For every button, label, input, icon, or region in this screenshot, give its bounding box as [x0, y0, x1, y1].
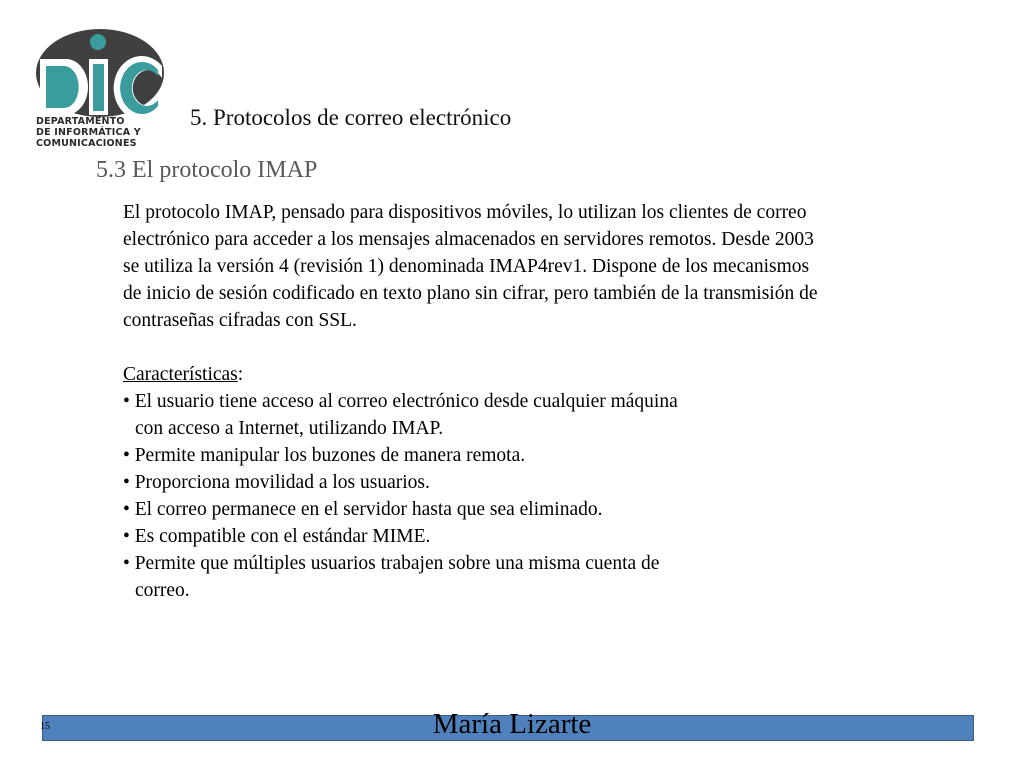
author-name: María Lizarte	[432, 708, 592, 740]
features-heading	[123, 361, 963, 388]
list-item	[123, 550, 963, 604]
intro-line: de inicio de sesión codificado en texto plano sin cifrar, pero también de la transmisión de	[123, 283, 818, 304]
logo-line-2: DE INFORMÁTICA Y	[36, 127, 141, 138]
subsection-title: 5.3 El protocolo IMAP	[96, 157, 318, 183]
bullet-icon: •	[123, 526, 130, 547]
bullet-icon: •	[123, 472, 130, 493]
bullet-icon: •	[123, 553, 130, 574]
list-item	[123, 496, 963, 523]
intro-paragraph	[123, 199, 953, 334]
list-item	[123, 469, 963, 496]
list-item	[123, 523, 963, 550]
features-heading-colon: :	[237, 364, 244, 385]
bullet-icon: •	[123, 391, 130, 412]
features-list	[123, 388, 963, 604]
bullet-icon: •	[123, 445, 130, 466]
intro-line: contraseñas cifradas con SSL.	[123, 310, 357, 331]
slide-body	[123, 199, 963, 604]
list-item-text: El usuario tiene acceso al correo electrónico desde cualquier máquina	[134, 391, 678, 412]
list-item-continuation: correo.	[135, 580, 190, 601]
features-heading-label: Características	[123, 364, 238, 385]
list-item-text: Es compatible con el estándar MIME.	[134, 526, 431, 547]
list-item-text: Proporciona movilidad a los usuarios.	[134, 472, 430, 493]
logo-line-3: COMUNICACIONES	[36, 138, 137, 149]
logo-caption	[36, 116, 176, 149]
page-number: 15	[40, 721, 50, 732]
section-title: 5. Protocolos de correo electrónico	[190, 105, 512, 130]
department-logo	[30, 26, 170, 156]
list-item	[123, 388, 963, 442]
list-item-text: Permite que múltiples usuarios trabajen sobre una misma cuenta de	[134, 553, 660, 574]
list-item-text: Permite manipular los buzones de manera remota.	[134, 445, 526, 466]
logo-line-1: DEPARTAMENTO	[36, 116, 125, 127]
intro-line: se utiliza la versión 4 (revisión 1) denominada IMAP4rev1. Dispone de los mecanismos	[123, 256, 810, 277]
list-item-continuation: con acceso a Internet, utilizando IMAP.	[135, 418, 444, 439]
intro-line: El protocolo IMAP, pensado para dispositivos móviles, lo utilizan los clientes de correo	[123, 202, 807, 223]
bullet-icon: •	[123, 499, 130, 520]
dic-logo-icon	[30, 26, 170, 121]
intro-line: electrónico para acceder a los mensajes almacenados en servidores remotos. Desde 2003	[123, 229, 814, 250]
list-item	[123, 442, 963, 469]
list-item-text: El correo permanece en el servidor hasta que sea eliminado.	[134, 499, 603, 520]
